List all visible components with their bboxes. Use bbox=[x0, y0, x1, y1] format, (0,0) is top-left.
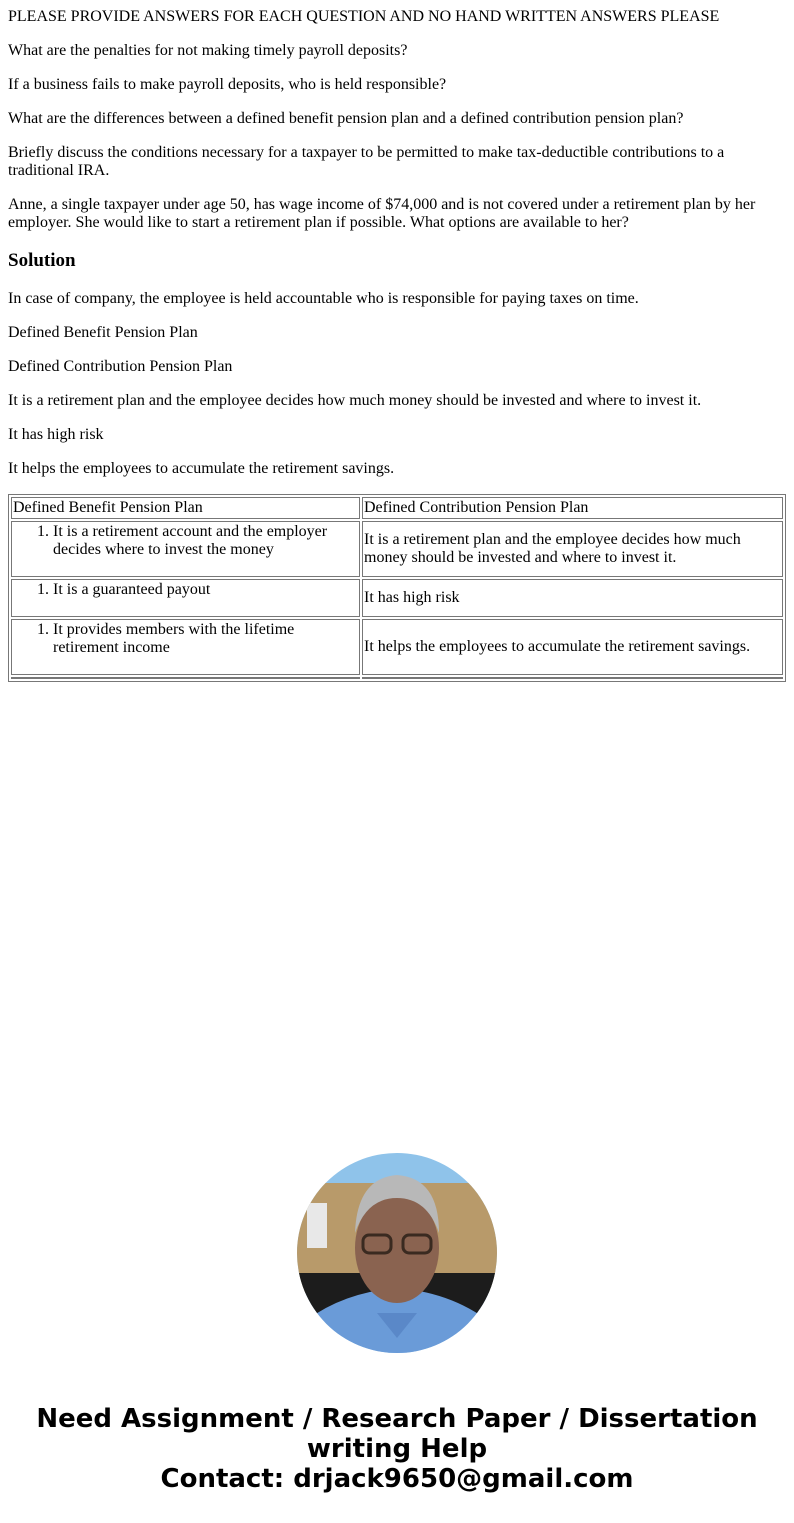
question-1: What are the penalties for not making timely payroll deposits? bbox=[8, 42, 408, 59]
comparison-table bbox=[8, 494, 786, 682]
footer-contact: Contact: drjack9650@gmail.com bbox=[160, 1464, 634, 1494]
list-item: 1. It is a retirement account and the employer decides where to invest the money bbox=[53, 523, 358, 559]
question-header: PLEASE PROVIDE ANSWERS FOR EACH QUESTION AND NO HAND WRITTEN ANSWERS PLEASE bbox=[8, 8, 720, 25]
table-cell bbox=[362, 677, 783, 679]
table-cell: It helps the employees to accumulate the retirement savings. bbox=[362, 619, 783, 675]
list-item: 1. It provides members with the lifetime retirement income bbox=[53, 621, 358, 657]
footer-banner bbox=[0, 1404, 794, 1494]
solution-paragraph: Defined Contribution Pension Plan bbox=[8, 358, 233, 375]
author-photo bbox=[297, 1153, 497, 1353]
question-2: If a business fails to make payroll deposits, who is held responsible? bbox=[8, 76, 447, 93]
table-header-cell: Defined Benefit Pension Plan bbox=[11, 497, 360, 519]
question-5: Anne, a single taxpayer under age 50, has wage income of $74,000 and is not covered under a retirement plan by her employer. She would like to start a retirement plan if possible. What options are available to her? bbox=[8, 196, 756, 231]
footer-help-text: Need Assignment / Research Paper / Dissertation writing Help bbox=[36, 1404, 758, 1464]
table-cell bbox=[11, 579, 360, 617]
table-row bbox=[11, 521, 783, 577]
table-cell bbox=[11, 677, 360, 679]
question-section bbox=[8, 8, 786, 232]
list-item: 1. It is a guaranteed payout bbox=[53, 581, 358, 599]
question-4: Briefly discuss the conditions necessary for a taxpayer to be permitted to make tax-deductible contributions to a traditional IRA. bbox=[8, 144, 725, 179]
solution-paragraph: It is a retirement plan and the employee decides how much money should be invested and where to invest it. bbox=[8, 392, 702, 409]
table-row bbox=[11, 619, 783, 675]
question-3: What are the differences between a defined benefit pension plan and a defined contribution pension plan? bbox=[8, 110, 684, 127]
table-header-cell: Defined Contribution Pension Plan bbox=[362, 497, 783, 519]
solution-paragraph: It helps the employees to accumulate the retirement savings. bbox=[8, 460, 395, 477]
solution-paragraph: It has high risk bbox=[8, 426, 104, 443]
table-header-row bbox=[11, 497, 783, 519]
solution-section bbox=[8, 290, 786, 478]
table-cell bbox=[11, 619, 360, 675]
table-cell: It has high risk bbox=[362, 579, 783, 617]
solution-paragraph: Defined Benefit Pension Plan bbox=[8, 324, 198, 341]
table-row bbox=[11, 579, 783, 617]
table-cell: It is a retirement plan and the employee decides how much money should be invested and where to invest it. bbox=[362, 521, 783, 577]
solution-paragraph: In case of company, the employee is held accountable who is responsible for paying taxes on time. bbox=[8, 290, 639, 307]
table-empty-row bbox=[11, 677, 783, 679]
table-cell bbox=[11, 521, 360, 577]
solution-heading: Solution bbox=[8, 250, 76, 271]
